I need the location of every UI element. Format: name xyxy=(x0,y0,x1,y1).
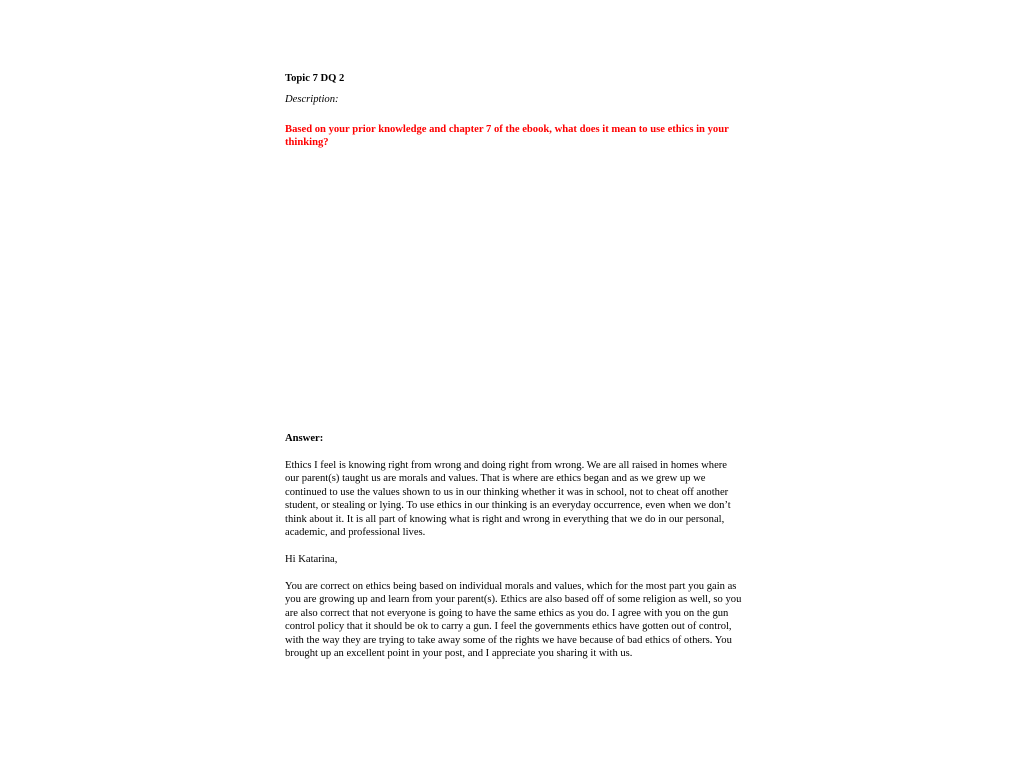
document-title: Topic 7 DQ 2 xyxy=(285,73,345,84)
document-content xyxy=(285,72,743,660)
reply-greeting: Hi Katarina, xyxy=(285,554,338,565)
description-label: Description: xyxy=(285,94,339,106)
reply-text: You are correct on ethics being based on individual morals and values, which for the most part you gain as you are growing up and learn from your parent(s). Ethics are also based off of some religion as well, so you are also correct that not everyone is going to have the same ethics as you do. I agree with you on the gun control policy that it should be ok to carry a gun. I feel the governments ethics have gotten out of control, with the way they are trying to take away some of the rights we have because of bad ethics of others. You brought up an excellent point in your post, and I appreciate you sharing it with us. xyxy=(285,581,742,660)
answer-text: Ethics I feel is knowing right from wrong and doing right from wrong. We are all raised in homes where our parent(s) taught us are morals and values. That is where are ethics began and as we grew up we continued to use the values shown to us in our thinking whether it was in school, not to cheat off another student, or stealing or lying. To use ethics in our thinking is an everyday occurrence, even when we don’t think about it. It is all part of knowing what is right and wrong in everything that we do in our personal, academic, and professional lives. xyxy=(285,460,731,539)
discussion-question: Based on your prior knowledge and chapter 7 of the ebook, what does it mean to use ethics in your thinking? xyxy=(285,123,729,149)
answer-label: Answer: xyxy=(285,433,324,444)
